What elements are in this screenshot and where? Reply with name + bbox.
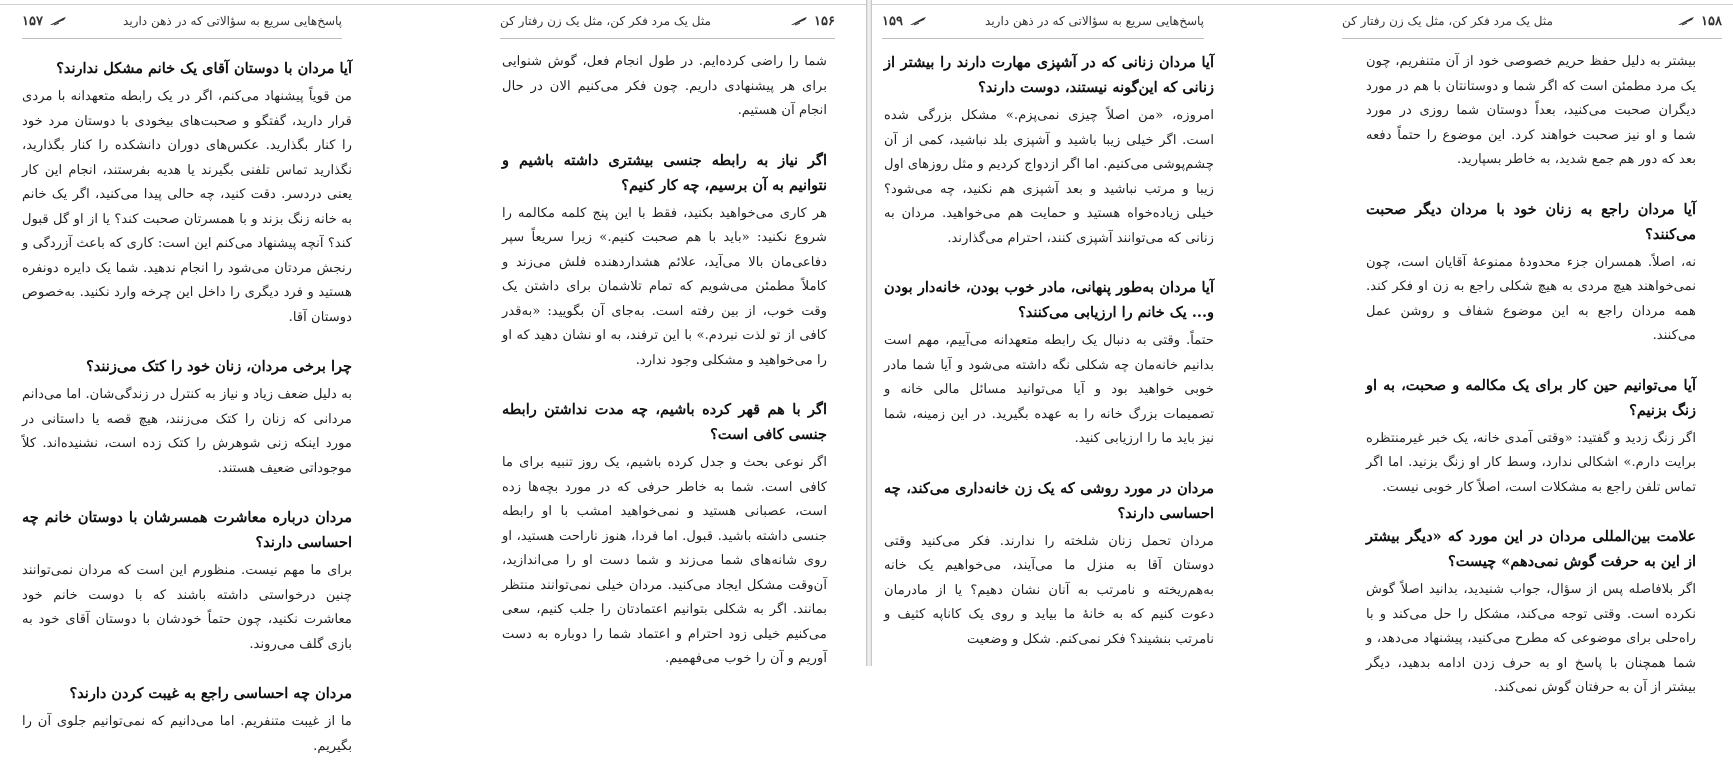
question-heading: آیا مردان راجع به زنان خود با مردان دیگر صحبت می‌کنند؟ [1366, 200, 1696, 243]
answer-text: حتماً. وقتی به دنبال یک رابطه متعهدانه می‌آییم، مهم است بدانیم خانه‌مان چه شکلی نگه داشته می‌شود و آیا شما مادر خوبی خواهید بود و آیا می‌توانید مسائل مالی خانه و تصمیمات بزرگ خانه را به عهده بگیرید. در این زمینه، شما نیز باید ما را ارزیابی کنید. [884, 333, 1214, 446]
qa-section [884, 50, 1214, 251]
page-header-158 [1342, 8, 1722, 39]
page-header-156 [500, 8, 835, 39]
answer-text: بیشتر به دلیل حفظ حریم خصوصی خود از آن متنفریم، چون یک مرد مطمئن است که اگر شما و دوستانتان با هم در مورد دیگران صحبت می‌کنید، بعداً دوستان شما روزی در مورد شما و او نیز صحبت خواهند کرد. این موضوع را حتماً دفعه بعد که دور هم جمع شدید، به خاطر بسپارید. [1366, 54, 1696, 167]
answer-text: امروزه، «من اصلاً چیزی نمی‌پزم.» مشکل بزرگی شده است. اگر خیلی زیبا باشید و آشپزی بلد نباشید، کمی از آن چشم‌پوشی می‌کنیم. اما اگر ازدواج کردیم و مثل روزهای اول زیبا و مرتب نباشید و بعد آشپزی هم نکنید، چه می‌شود؟ خیلی زیاده‌خواه هستید و حمایت هم می‌خواهید. مردان به زنانی که می‌توانند آشپزی کنند، احترام می‌گذارند. [884, 108, 1214, 246]
question-heading: آیا مردان با دوستان آقای یک خانم مشکل ندارند؟ [56, 60, 352, 77]
qa-section [22, 56, 352, 330]
pen-icon [1677, 16, 1695, 26]
running-head-156: مثل یک مرد فکر کن، مثل یک زن رفتار کن [500, 14, 711, 28]
answer-text: مردان تحمل زنان شلخته را ندارند. فکر می‌کنید وقتی دوستان آقا به منزل ما می‌آیند، می‌خواهیم یک خانه به‌هم‌ریخته و نامرتب به آنان نشان دهیم؟ یا از مادرمان دعوت کنیم که به خانهٔ ما بیاید و روی یک کاناپه کثیف و نامرتب بنشیند؟ فکر نمی‌کنم. شکل و وضعیت [884, 533, 1214, 647]
question-heading: مردان چه احساسی راجع به غیبت کردن دارند؟ [69, 685, 352, 702]
answer-text: ما از غیبت متنفریم. اما می‌دانیم که نمی‌توانیم جلوی آن را بگیریم. [22, 714, 352, 754]
question-heading: اگر با هم قهر کرده باشیم، چه مدت نداشتن رابطه جنسی کافی است؟ [502, 401, 827, 443]
pen-icon [49, 16, 67, 26]
page-number-156: ۱۵۶ [790, 14, 835, 29]
question-heading: آیا می‌توانیم حین کار برای یک مکالمه و صحبت، به او زنگ بزنیم؟ [1366, 376, 1696, 419]
qa-section [502, 50, 827, 124]
answer-text: اگر زنگ زدید و گفتید: «وقتی آمدی خانه، یک خبر غیرمنتظره برایت دارم.» اشکالی ندارد، وسط کار او زنگ بزنید. اما اگر تماس تلفن راجع به مشکلات است، اصلاً کار خوبی نیست. [1366, 430, 1696, 495]
qa-section [884, 476, 1214, 653]
answer-text: من قویاً پیشنهاد می‌کنم، اگر در یک رابطه متعهدانه با مردی قرار دارید، گفتگو و صحبت‌های بیخودی با دوستان مرد خود را کنار بگذارید. عکس‌های دوران دانشکده را کنار بگذارید، نگذارید تماس تلفنی بگیرند یا هدیه بفرستند، انجام این کار یعنی دردسر. دقت کنید، چه حالی پیدا می‌کنید، اگر یک خانم به خانه زنگ بزند و با همسرتان صحبت کند؟ یا از او گل قبول کند؟ آنچه پیشنهاد می‌کنم این است: کاری که باعث آزردگی و رنجش مردتان می‌شود را انجام ندهید. شما یک دایره دونفره هستید و فرد دیگری را داخل این چرخه وارد نکنید. به‌خصوص دوستان آقا. [22, 89, 352, 325]
page-header-157 [22, 8, 342, 39]
answer-text: شما را راضی کرده‌ایم. در طول انجام فعل، گوش شنوایی برای هر پیشنهادی داریم. چون فکر می‌کنیم الان در حال انجام آن هستیم. [502, 54, 827, 118]
page-156-body [502, 50, 827, 696]
answer-text: اگر نوعی بحث و جدل کرده باشیم، یک روز تنبیه برای ما کافی است. شما به خاطر حرفی که در مورد بچه‌ها زده است، عصبانی هستید و نمی‌خواهید امشب با او رابطه جنسی داشته باشید. قبول. اما فردا، هنوز ناراحت هستید، او روی شانه‌های شما می‌زند و شما دست او را می‌اندازید، آن‌وقت مشکل ایجاد می‌کنید. مردان خیلی نمی‌توانند منتظر بمانند. اگر به شکلی بتوانیم اعتمادتان را جلب کنیم، سعی می‌کنیم خیلی زود احترام و اعتماد شما را دوباره به دست آوریم و آن را خوب می‌فهمیم. [502, 455, 827, 666]
question-heading: چرا برخی مردان، زنان خود را کتک می‌زنند؟ [86, 358, 352, 375]
page-number-158: ۱۵۸ [1677, 14, 1722, 29]
question-heading: مردان در مورد روشی که یک زن خانه‌داری می‌کند، چه احساسی دارند؟ [884, 479, 1214, 522]
qa-section [1366, 373, 1696, 501]
qa-section [502, 148, 827, 374]
page-158-body [1366, 50, 1696, 725]
top-border [872, 4, 1733, 5]
page-number-159: ۱۵۹ [882, 14, 927, 29]
question-heading: اگر نیاز به رابطه جنسی بیشتری داشته باشیم و نتوانیم به آن برسیم، چه کار کنیم؟ [502, 151, 827, 194]
running-head-157: پاسخ‌هایی سریع به سؤالاتی که در ذهن دارید [123, 14, 342, 28]
running-head-159: پاسخ‌هایی سریع به سؤالاتی که در ذهن دارید [985, 14, 1204, 28]
running-head-158: مثل یک مرد فکر کن، مثل یک زن رفتار کن [1342, 14, 1553, 28]
page-header-159 [882, 8, 1204, 39]
pen-icon [790, 16, 808, 26]
pen-icon [909, 16, 927, 26]
answer-text: برای ما مهم نیست. منظورم این است که مردان نمی‌توانند چنین درخواستی داشته باشند که با دوست خانم خود معاشرت نکنید، چون حتماً خودشان با دوستان آقای خود به بازی گلف می‌روند. [22, 563, 352, 652]
question-heading: آیا مردان زنانی که در آشپزی مهارت دارند را بیشتر از زنانی که این‌گونه نیستند، دوست دارند؟ [884, 54, 1214, 96]
answer-text: اگر بلافاصله پس از سؤال، جواب شنیدید، بدانید اصلاً گوش نکرده است. وقتی توجه می‌کند، مشکل را حل می‌کند و با راه‌حلی برای موضوعی که مطرح می‌کنید، پیشنهاد می‌دهد، و شما همچنان با پاسخ او به حرف زدن ادامه بدهید، دیگر بیشتر از آن به حرفتان گوش نمی‌کند. [1366, 582, 1696, 695]
page-number-157: ۱۵۷ [22, 14, 67, 29]
left-spread [0, 0, 868, 754]
qa-section [1366, 50, 1696, 173]
question-heading: علامت بین‌المللی مردان در این مورد که «دیگر بیشتر از این به حرفت گوش نمی‌دهم» چیست؟ [1366, 528, 1696, 570]
question-heading: مردان درباره معاشرت همسرشان با دوستان خانم چه احساسی دارند؟ [22, 509, 352, 551]
answer-text: به دلیل ضعف زیاد و نیاز به کنترل در زندگی‌شان. اما می‌دانم مردانی که زنان را کتک می‌زنند، هیچ قصه یا داستانی در مورد اینکه زنی شوهرش را کتک زده است، نشنیده‌اند. کلاً موجوداتی ضعیف هستند. [22, 387, 352, 476]
qa-section [1366, 197, 1696, 349]
qa-section [884, 275, 1214, 452]
question-heading: آیا مردان به‌طور پنهانی، مادر خوب بودن، خانه‌دار بودن و... یک خانم را ارزیابی می‌کنند؟ [884, 279, 1214, 321]
right-spread [872, 0, 1733, 695]
answer-text: هر کاری می‌خواهید بکنید، فقط با این پنج کلمه مکالمه را شروع نکنید: «باید با هم صحبت کنیم.» زیرا سریعاً سپر دفاعی‌مان بالا می‌آید، علائم هشداردهنده فلش می‌زند و کاملاً مطمئن می‌شویم که تمام تلاشمان برای داشتن یک وقت خوب، از بین رفته است. به‌جای آن بگویید: «به‌قدر کافی از تو لذت نبردم.» با این ترفند، به او نشان دهید که او را می‌خواهید و مشکلی وجود ندارد. [502, 205, 827, 368]
top-border [0, 4, 868, 5]
qa-section [502, 397, 827, 672]
qa-section [22, 681, 352, 759]
page-157-body [22, 56, 352, 783]
qa-section [22, 505, 352, 657]
qa-section [1366, 524, 1696, 701]
qa-section [22, 354, 352, 481]
page-159-body [884, 50, 1214, 676]
answer-text: نه، اصلاً. همسران جزء محدودهٔ ممنوعهٔ آقایان است، چون نمی‌خواهند هیچ مردی به هیچ شکلی راجع به زن او فکر کند. همه مردان راجع به این موضوع شفاف و روشن عمل می‌کنند. [1366, 254, 1696, 343]
